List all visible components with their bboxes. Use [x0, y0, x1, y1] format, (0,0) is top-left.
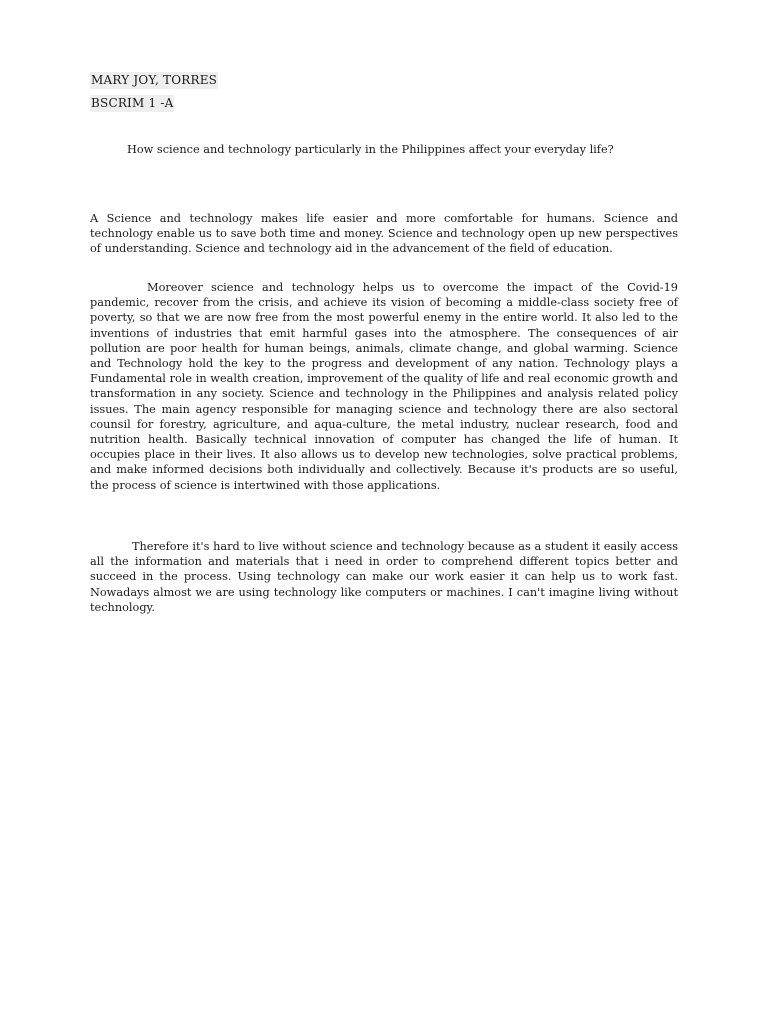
- essay-question: How science and technology particularly in the Philippines affect your everyday life?: [127, 143, 614, 156]
- author-course: BSCRIM 1 -A: [91, 96, 174, 110]
- author-name: MARY JOY, TORRES: [91, 73, 218, 87]
- paragraph-intro: A Science and technology makes life easier and more comfortable for humans. Science and technology enable us to save both time and money. Science and technology open up new perspectives of understanding. Science and technology aid in the advancement of the field of education.: [90, 212, 678, 256]
- paragraph-body: Moreover science and technology helps us to overcome the impact of the Covid-19 pandemic, recover from the crisis, and achieve its vision of becoming a middle-class society free of poverty, so that we are now free from the most powerful enemy in the entire world. It also led to the inventions of industries that emit harmful gases into the atmosphere. The consequences of air pollution are poor health for human beings, animals, climate change, and global warming. Science and Technology hold the key to the progress and development of any nation. Technology plays a Fundamental role in wealth creation, improvement of the quality of life and real economic growth and transformation in any society. Science and technology in the Philippines and analysis related policy issues. The main agency responsible for managing science and technology there are also sectoral counsil for forestry, agriculture, and aqua-culture, the metal industry, nuclear research, food and nutrition health. Basically technical innovation of computer has changed the life of human. It occupies place in their lives. It also allows us to develop new technologies, solve practical problems, and make informed decisions both individually and collectively. Because it's products are so useful, the process of science is intertwined with those applications.: [90, 281, 678, 492]
- paragraph-conclusion: Therefore it's hard to live without science and technology because as a student it easily access all the information and materials that i need in order to comprehend different topics better and succeed in the process. Using technology can make our work easier it can help us to work fast. Nowadays almost we are using technology like computers or machines. I can't imagine living without technology.: [90, 540, 678, 614]
